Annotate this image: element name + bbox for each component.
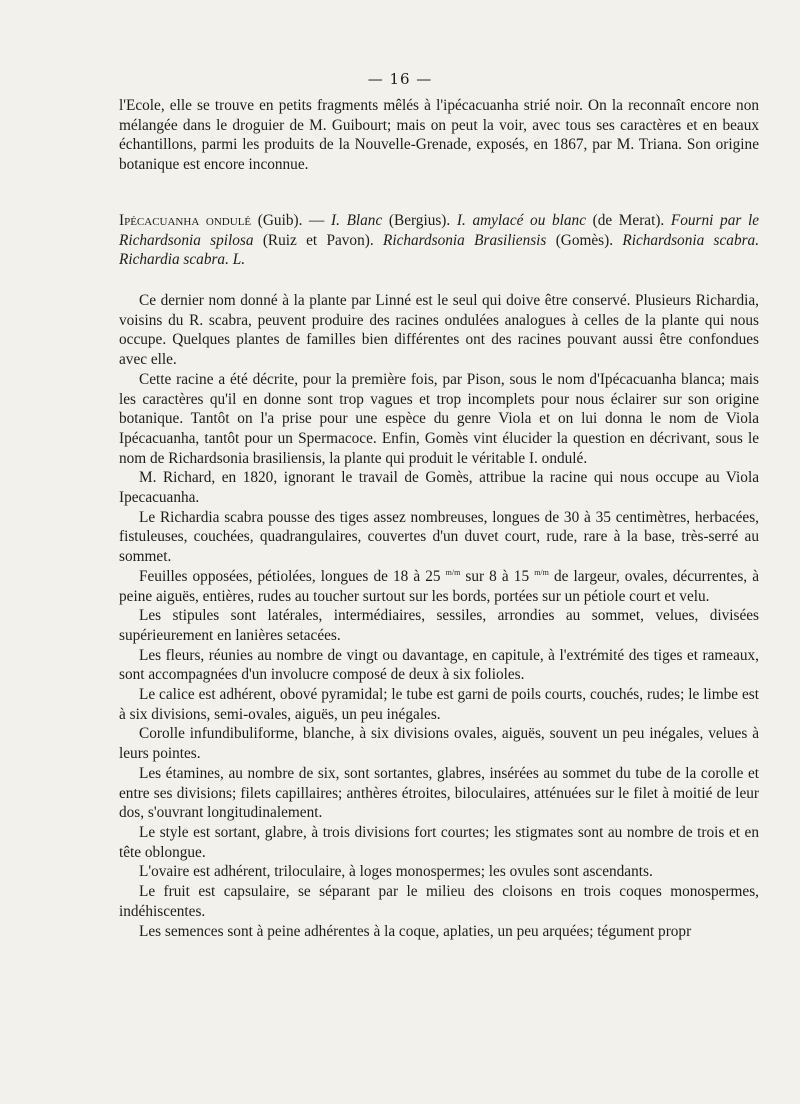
paragraph-feuilles [119, 567, 759, 606]
heading-part3: (de Merat). [585, 212, 671, 229]
heading-syn1: I. Blanc [331, 212, 383, 229]
feuilles-b: sur 8 à 15 [460, 567, 530, 585]
paragraph: Le Richardia scabra pousse des tiges assez nombreuses, longues de 30 à 35 centimètres, herbacées, fistuleuses, couchées, quadrangulaires, couvertes d'un duvet court, rude, rare à la base, très-serré au sommet. [119, 508, 759, 566]
paragraph: Le fruit est capsulaire, se séparant par le milieu des cloisons en trois coques monospermes, indéhiscentes. [119, 883, 759, 920]
paragraph: Cette racine a été décrite, pour la première fois, par Pison, sous le nom d'Ipécacuanha blanca; mais les caractères qu'il en donne sont trop vagues et trop incomplets pour nous éclairer sur son origine botanique. Tantôt on l'a prise pour une espèce du genre Viola et on lui donna le nom de Viola Ipécacuanha, tantôt pour un Spermacoce. Enfin, Gomès vint élucider la question en décrivant, sous le nom de Richardsonia brasiliensis, la plante qui produit le véritable I. ondulé. [119, 370, 759, 467]
paragraph: Les étamines, au nombre de six, sont sortantes, glabres, insérées au sommet du tube de la corolle et entre ses divisions; filets capillaires; anthères étroites, biloculaires, atténuées sur le filet à moitié de leur dos, s'ouvrant longitudinalement. [119, 764, 759, 822]
paragraph: Le calice est adhérent, obové pyramidal; le tube est garni de poils courts, couchés, rudes; le limbe est à six divisions, semi-ovales, aiguës, un peu inégales. [119, 686, 759, 723]
heading-part1: (Guib). — [251, 212, 331, 229]
heading-part2: (Bergius). [382, 212, 457, 229]
page-number: — 16 — [367, 70, 433, 88]
paragraph: Les stipules sont latérales, intermédiaires, sessiles, arrondies au sommet, velues, divisées supérieurement en lanières setacées. [119, 607, 759, 644]
heading-syn4: Richardsonia Brasiliensis [382, 231, 547, 249]
heading-syn2: I. amylacé ou blanc [456, 212, 586, 229]
paragraph: Les semences sont à peine adhérentes à la coque, aplaties, un peu arquées; tégument propr [139, 922, 692, 940]
feuilles-a: Feuilles opposées, pétiolées, longues de 18 à 25 [139, 567, 441, 585]
feuilles-c: de largeur, ovales, décurrentes, à peine aiguës, entières, rudes au toucher surtout sur les bords, portées sur un pétiole court et velu. [119, 567, 759, 605]
heading-syn5: Richardsonia scabra. Richardia scabra. L. [119, 231, 760, 269]
unit-mm-2: m/m [534, 567, 549, 577]
heading-name: Ipécacuanha ondulé [119, 212, 252, 229]
heading-paragraph [119, 211, 759, 270]
section-heading [119, 211, 759, 270]
paragraph: Le style est sortant, glabre, à trois divisions fort courtes; les stigmates sont au nombre de trois et en tête oblongue. [119, 823, 759, 861]
intro-paragraph: l'Ecole, elle se trouve en petits fragments mêlés à l'ipécacuanha strié noir. On la reconnaît encore non mélangée dans le droguier de M. Guibourt; mais on peut la voir, avec tous ses caractères et en beaux échantillons, parmi les produits de la Nouvelle-Grenade, exposés, en 1867, par M. Triana. Son origine botanique est encore inconnue. [119, 97, 759, 174]
unit-mm-1: m/m [445, 567, 461, 577]
heading-part5: (Gomès). [546, 231, 623, 249]
paragraph: L'ovaire est adhérent, triloculaire, à loges monospermes; les ovules sont ascendants. [139, 863, 653, 881]
intro-block [119, 96, 759, 175]
heading-syn3: Fourni par le Richardsonia spilosa [119, 212, 759, 249]
body-text [119, 291, 759, 941]
paragraph: Corolle infundibuliforme, blanche, à six divisions ovales, aiguës, souvent un peu inégales, velues à leurs pointes. [119, 725, 759, 763]
paragraph: M. Richard, en 1820, ignorant le travail de Gomès, attribue la racine qui nous occupe au Viola Ipecacuanha. [119, 469, 759, 507]
paragraph: Les fleurs, réunies au nombre de vingt ou davantage, en capitule, à l'extrémité des tiges et rameaux, sont accompagnées d'un involucre composé de deux à six folioles. [119, 646, 759, 684]
heading-part4: (Ruiz et Pavon). [253, 231, 383, 249]
paragraph: Ce dernier nom donné à la plante par Linné est le seul qui doive être conservé. Plusieurs Richardia, voisins du R. scabra, peuvent produire des racines ondulées analogues à celles de la plante qui nous occupe. Quelques plantes de familles bien différentes ont des racines pouvant aussi être confondues avec elle. [119, 292, 759, 369]
